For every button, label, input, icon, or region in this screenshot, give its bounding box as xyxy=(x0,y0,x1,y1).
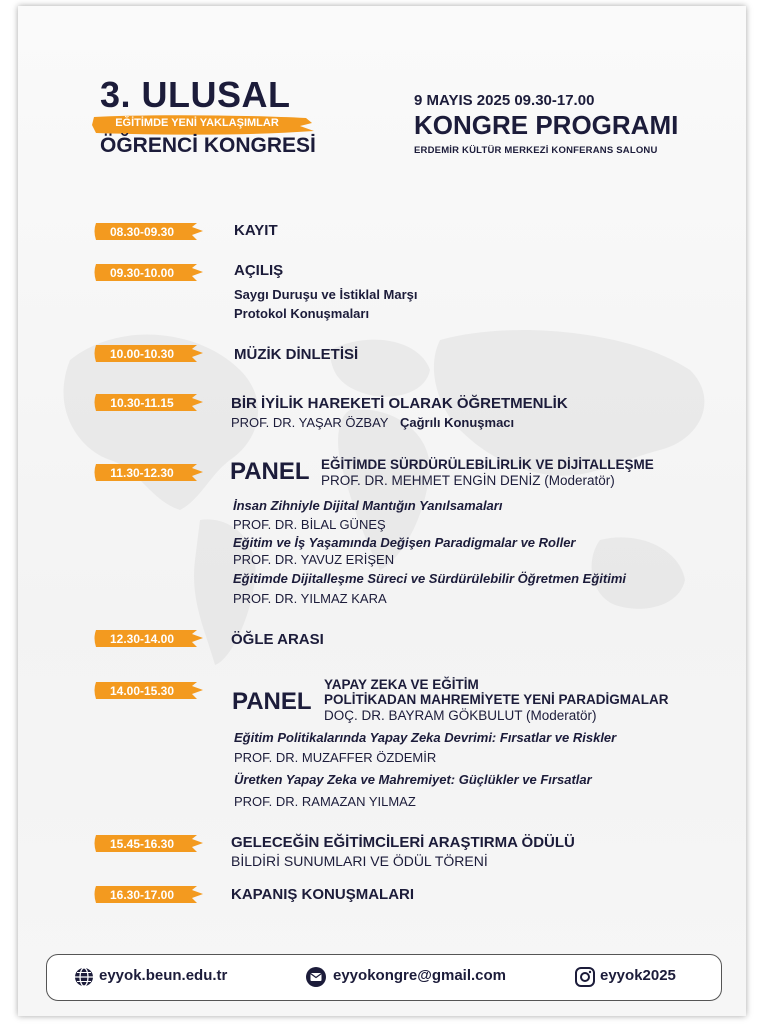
panel-title: EĞİTİMDE SÜRDÜRÜLEBİLİRLİK VE DİJİTALLEŞME xyxy=(321,457,654,472)
logo-subtitle: ÖĞRENCİ KONGRESİ xyxy=(100,134,316,157)
time-badge-text: 14.00-15.30 xyxy=(109,684,175,698)
panel-title: POLİTİKADAN MAHREMİYETE YENİ PARADİGMALAR xyxy=(324,692,669,707)
time-badge xyxy=(93,834,205,853)
logo-stripe-text: EĞİTİMDE YENİ YAKLAŞIMLAR xyxy=(115,117,279,129)
speaker-name: PROF. DR. RAMAZAN YILMAZ xyxy=(234,794,416,809)
globe-icon xyxy=(73,966,95,988)
session-title: ÖĞLE ARASI xyxy=(231,631,324,648)
talk-title: Üretken Yapay Zeka ve Mahremiyet: Güçlükler ve Fırsatlar xyxy=(234,772,592,787)
session-detail: Protokol Konuşmaları xyxy=(234,306,370,321)
header-title: KONGRE PROGRAMI xyxy=(414,110,679,140)
time-badge xyxy=(93,629,205,648)
speaker-name: PROF. DR. MUZAFFER ÖZDEMİR xyxy=(234,750,437,765)
speaker-name: PROF. DR. YAŞAR ÖZBAY xyxy=(231,415,389,430)
talk-title: Eğitim Politikalarında Yapay Zeka Devrimi: Fırsatlar ve Riskler xyxy=(234,730,617,745)
session-detail: Saygı Duruşu ve İstiklal Marşı xyxy=(234,287,418,302)
time-badge xyxy=(93,393,205,412)
talk-title: Eğitimde Dijitalleşme Süreci ve Sürdürülebilir Öğretmen Eğitimi xyxy=(233,571,626,586)
time-badge-text: 09.30-10.00 xyxy=(109,266,175,280)
session-title: GELECEĞİN EĞİTİMCİLERİ ARAŞTIRMA ÖDÜLÜ xyxy=(231,834,575,851)
speaker-name: PROF. DR. YILMAZ KARA xyxy=(233,591,387,606)
session-title: KAYIT xyxy=(234,222,278,239)
session-title: MÜZİK DİNLETİSİ xyxy=(234,346,359,363)
instagram-link[interactable]: eyyok2025 xyxy=(600,967,676,984)
session-title: BİR İYİLİK HAREKETİ OLARAK ÖĞRETMENLİK xyxy=(231,395,568,412)
panel-moderator: PROF. DR. MEHMET ENGİN DENİZ (Moderatör) xyxy=(321,473,615,488)
logo-number-title: 3. ULUSAL xyxy=(100,74,291,115)
panel-moderator: DOÇ. DR. BAYRAM GÖKBULUT (Moderatör) xyxy=(324,708,597,723)
session-title: AÇILIŞ xyxy=(234,262,284,279)
contact-footer xyxy=(46,954,722,1001)
panel-title: YAPAY ZEKA VE EĞİTİM xyxy=(324,677,479,692)
time-badge xyxy=(93,885,205,904)
session-title: KAPANIŞ KONUŞMALARI xyxy=(231,886,415,903)
time-badge xyxy=(93,463,205,482)
time-badge-text: 10.00-10.30 xyxy=(109,347,175,361)
speaker-name: PROF. DR. YAVUZ ERİŞEN xyxy=(233,552,395,567)
time-badge xyxy=(93,263,205,282)
time-badge-text: 11.30-12.30 xyxy=(110,466,174,480)
header-date-time: 9 MAYIS 2025 09.30-17.00 xyxy=(414,92,595,109)
time-badge-text: 08.30-09.30 xyxy=(109,225,175,239)
time-badge-text: 10.30-11.15 xyxy=(110,396,174,410)
email-link[interactable]: eyyokongre@gmail.com xyxy=(333,967,507,984)
talk-title: İnsan Zihniyle Dijital Mantığın Yanılsamaları xyxy=(233,498,503,513)
speaker-role: Çağrılı Konuşmacı xyxy=(400,415,515,430)
time-badge-text: 16.30-17.00 xyxy=(109,888,175,902)
time-badge xyxy=(93,222,205,241)
time-badge xyxy=(93,681,205,700)
instagram-icon xyxy=(574,966,596,988)
speaker-name: PROF. DR. BİLAL GÜNEŞ xyxy=(233,517,386,532)
email-icon xyxy=(305,966,327,988)
time-badge-text: 15.45-16.30 xyxy=(109,837,175,851)
talk-title: Eğitim ve İş Yaşamında Değişen Paradigmalar ve Roller xyxy=(233,535,576,550)
website-link[interactable]: eyyok.beun.edu.tr xyxy=(99,967,228,984)
session-subtitle: BİLDİRİ SUNUMLARI VE ÖDÜL TÖRENİ xyxy=(231,853,488,869)
time-badge xyxy=(93,344,205,363)
panel-label: PANEL xyxy=(232,688,312,715)
panel-label: PANEL xyxy=(230,458,310,485)
time-badge-text: 12.30-14.00 xyxy=(109,632,175,646)
header-venue: ERDEMİR KÜLTÜR MERKEZİ KONFERANS SALONU xyxy=(414,145,658,156)
